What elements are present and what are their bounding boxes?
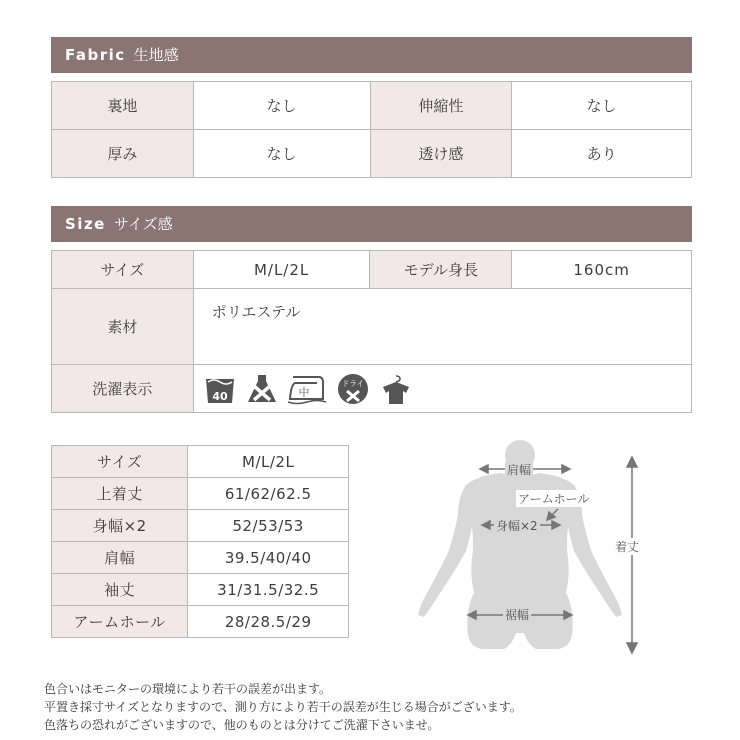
size-table-value: M/L/2L xyxy=(188,446,349,478)
size-table-value: 39.5/40/40 xyxy=(188,542,349,574)
stretch-label: 伸縮性 xyxy=(370,82,512,130)
size-label: サイズ xyxy=(52,251,194,289)
size-table-label: アームホール xyxy=(52,606,188,638)
size-table xyxy=(51,445,349,638)
size-value: M/L/2L xyxy=(193,251,370,289)
lining-value: なし xyxy=(193,82,370,130)
table-row xyxy=(52,446,349,478)
dry-clean-icon xyxy=(336,373,370,405)
diagram-hem-label: 裾幅 xyxy=(505,608,530,622)
note-line: 色落ちの恐れがございますので、他のものとは分けてご洗濯下さいませ。 xyxy=(44,718,440,732)
fabric-header-en: Fabric xyxy=(65,46,126,64)
iron-text: 中 xyxy=(298,385,310,399)
diagram-length-label: 着丈 xyxy=(612,538,642,555)
fabric-header-jp: 生地感 xyxy=(133,46,179,64)
sheer-value: あり xyxy=(512,130,692,178)
table-row xyxy=(52,478,349,510)
size-table-value: 31/31.5/32.5 xyxy=(188,574,349,606)
size-info-table xyxy=(51,250,692,413)
table-row xyxy=(52,365,692,413)
size-header xyxy=(51,206,692,242)
size-table-value: 28/28.5/29 xyxy=(188,606,349,638)
note-line: 平置き採寸サイズとなりますので、測り方により若干の誤差が生じる場合がございます。 xyxy=(44,700,522,714)
care-label: 洗濯表示 xyxy=(52,365,194,413)
size-table-label: 袖丈 xyxy=(52,574,188,606)
size-table-label: 身幅×2 xyxy=(52,510,188,542)
size-header-en: Size xyxy=(65,215,106,233)
table-row xyxy=(52,574,349,606)
no-bleach-icon xyxy=(245,373,279,405)
material-label: 素材 xyxy=(52,289,194,365)
table-row xyxy=(52,130,692,178)
hang-dry-icon xyxy=(379,373,413,405)
notes xyxy=(44,680,522,734)
dry-text: ドライ xyxy=(341,378,365,388)
table-row xyxy=(52,510,349,542)
wash-40-icon xyxy=(204,373,236,405)
size-table-value: 61/62/62.5 xyxy=(188,478,349,510)
table-row xyxy=(52,289,692,365)
size-table-label: 上着丈 xyxy=(52,478,188,510)
size-table-value: 52/53/53 xyxy=(188,510,349,542)
table-row xyxy=(52,542,349,574)
note-line: 色合いはモニターの環境により若干の誤差が出ます。 xyxy=(44,682,332,696)
table-row xyxy=(52,251,692,289)
wash-temp-text: 40 xyxy=(212,389,228,403)
material-value: ポリエステル xyxy=(193,289,691,365)
thickness-label: 厚み xyxy=(52,130,194,178)
fabric-table xyxy=(51,81,692,178)
diagram-chest-label: 身幅×2 xyxy=(496,519,538,533)
fabric-header xyxy=(51,37,692,73)
size-table-label: 肩幅 xyxy=(52,542,188,574)
iron-medium-icon xyxy=(287,373,327,405)
model-height-value: 160cm xyxy=(512,251,692,289)
sheer-label: 透け感 xyxy=(370,130,512,178)
size-table-label: サイズ xyxy=(52,446,188,478)
stretch-value: なし xyxy=(512,82,692,130)
care-icons xyxy=(193,365,691,413)
size-header-jp: サイズ感 xyxy=(113,215,173,233)
model-height-label: モデル身長 xyxy=(370,251,512,289)
table-row xyxy=(52,606,349,638)
diagram-armhole-label: アームホール xyxy=(518,492,590,506)
table-row xyxy=(52,82,692,130)
lining-label: 裏地 xyxy=(52,82,194,130)
thickness-value: なし xyxy=(193,130,370,178)
diagram-shoulder-label: 肩幅 xyxy=(507,463,532,477)
